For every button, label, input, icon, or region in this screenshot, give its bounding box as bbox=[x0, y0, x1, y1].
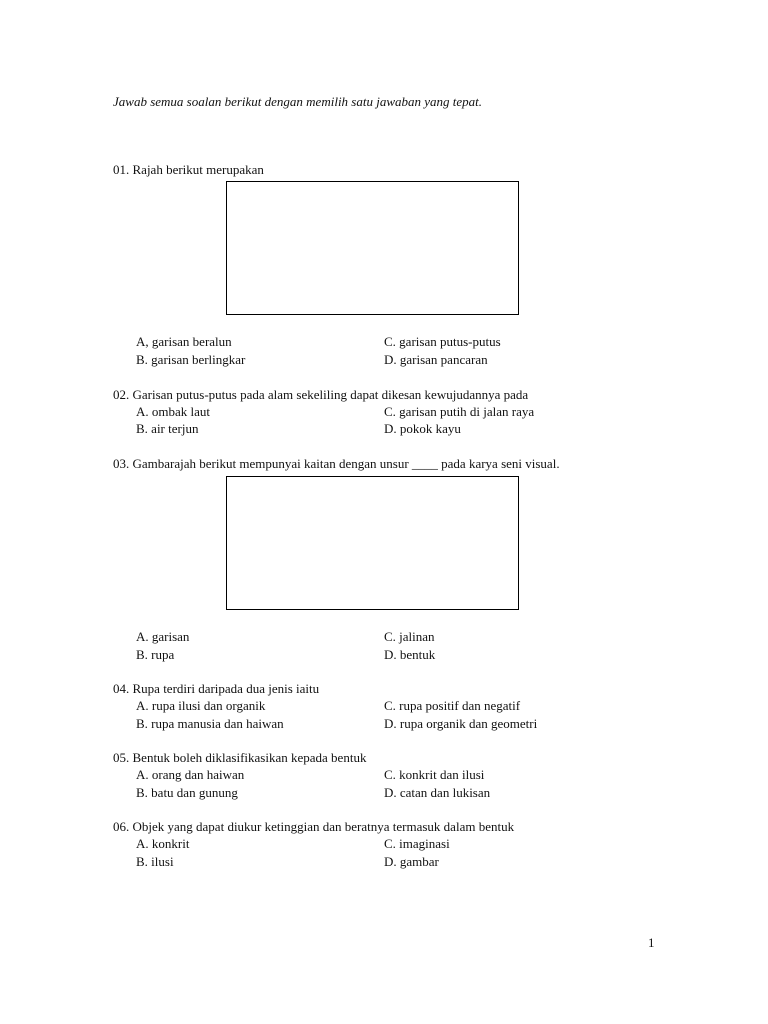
question-06-option-a: A. konkrit bbox=[136, 836, 190, 851]
question-02-option-c: C. garisan putih di jalan raya bbox=[384, 404, 535, 419]
question-06-option-c: C. imaginasi bbox=[384, 836, 450, 851]
question-01-stem: 01. Rajah berikut merupakan bbox=[113, 162, 264, 177]
question-04-option-d: D. rupa organik dan geometri bbox=[384, 716, 538, 731]
question-06-option-d: D. gambar bbox=[384, 854, 439, 869]
question-03-option-c: C. jalinan bbox=[384, 629, 435, 644]
question-01-option-d: D. garisan pancaran bbox=[384, 352, 488, 367]
question-05-option-d: D. catan dan lukisan bbox=[384, 785, 491, 800]
question-04-option-a: A. rupa ilusi dan organik bbox=[136, 698, 266, 713]
question-05-option-b: B. batu dan gunung bbox=[136, 785, 238, 800]
question-05-option-c: C. konkrit dan ilusi bbox=[384, 767, 485, 782]
question-01-option-c: C. garisan putus-putus bbox=[384, 334, 501, 349]
question-02-stem: 02. Garisan putus-putus pada alam sekeliling dapat dikesan kewujudannya pada bbox=[113, 387, 529, 402]
instruction-text: Jawab semua soalan berikut dengan memilih satu jawaban yang tepat. bbox=[113, 94, 483, 109]
page-number: 1 bbox=[648, 935, 655, 950]
question-03-option-b: B. rupa bbox=[136, 647, 175, 662]
question-02-option-d: D. pokok kayu bbox=[384, 421, 461, 436]
question-04-option-b: B. rupa manusia dan haiwan bbox=[136, 716, 284, 731]
question-03-stem: 03. Gambarajah berikut mempunyai kaitan dengan unsur ____ pada karya seni visual. bbox=[113, 456, 560, 471]
question-05-option-a: A. orang dan haiwan bbox=[136, 767, 245, 782]
question-02-option-b: B. air terjun bbox=[136, 421, 199, 436]
question-03-figure bbox=[226, 476, 519, 610]
question-03-option-a: A. garisan bbox=[136, 629, 190, 644]
question-06-stem: 06. Objek yang dapat diukur ketinggian dan beratnya termasuk dalam bentuk bbox=[113, 819, 515, 834]
question-05-stem: 05. Bentuk boleh diklasifikasikan kepada bentuk bbox=[113, 750, 367, 765]
question-06-option-b: B. ilusi bbox=[136, 854, 174, 869]
question-04-option-c: C. rupa positif dan negatif bbox=[384, 698, 521, 713]
question-01-option-b: B. garisan berlingkar bbox=[136, 352, 246, 367]
question-01-option-a: A, garisan beralun bbox=[136, 334, 232, 349]
question-02-option-a: A. ombak laut bbox=[136, 404, 211, 419]
question-04-stem: 04. Rupa terdiri daripada dua jenis iaitu bbox=[113, 681, 320, 696]
question-01-figure bbox=[226, 181, 519, 315]
question-03-option-d: D. bentuk bbox=[384, 647, 436, 662]
